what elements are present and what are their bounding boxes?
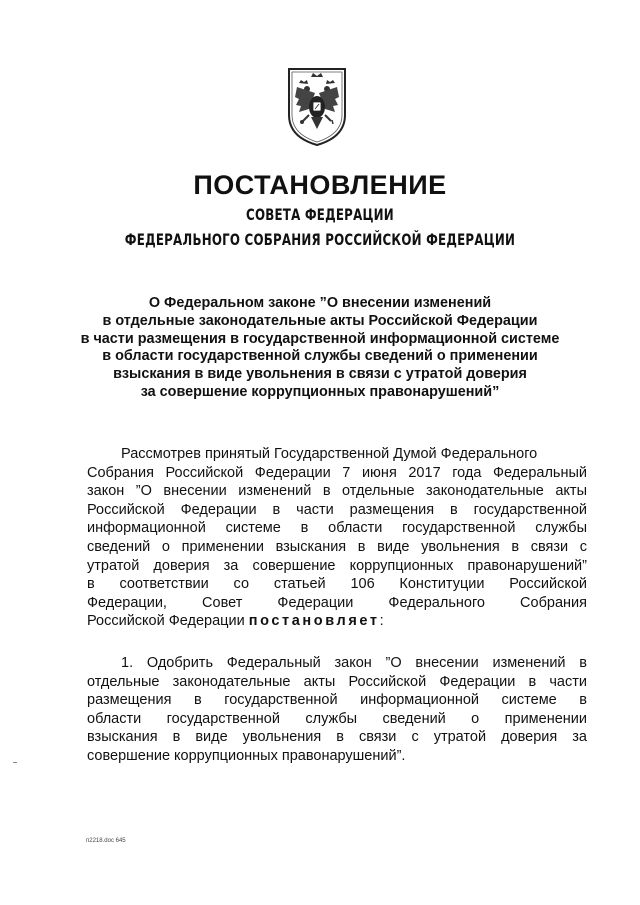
preamble-paragraph bbox=[87, 445, 587, 631]
issuing-body-line-2: ФЕДЕРАЛЬНОГО СОБРАНИЯ РОССИЙСКОЙ ФЕДЕРАЦИИ bbox=[124, 230, 516, 249]
document-subject bbox=[70, 295, 570, 402]
issuing-body-line-1: СОВЕТА ФЕДЕРАЦИИ bbox=[246, 205, 394, 224]
paragraph-line: сведений о применении взыскания в виде увольнения в связи с bbox=[87, 538, 587, 555]
russian-coat-of-arms-icon bbox=[275, 63, 359, 147]
paragraph-line-resolves bbox=[87, 612, 587, 631]
paragraph-line: отдельные законодательные акты Российской Федерации в части bbox=[87, 673, 587, 690]
subject-line: в части размещения в государственной информационной системе bbox=[80, 330, 560, 347]
paragraph-line: в соответствии со статьей 106 Конституции Российской bbox=[87, 576, 587, 593]
paragraph-line: Собрания Российской Федерации 7 июня 2017 года Федеральный bbox=[87, 464, 587, 481]
paragraph-line: размещения в государственной информационной системе в bbox=[87, 692, 587, 709]
paragraph-line: Федерации, Совет Федерации Федерального Собрания bbox=[87, 594, 587, 611]
resolves-colon: : bbox=[379, 613, 384, 630]
subject-line: в области государственной службы сведений о применении bbox=[102, 348, 538, 365]
resolution-item-1 bbox=[87, 654, 587, 766]
subject-line: О Федеральном законе ”О внесении изменений bbox=[148, 295, 492, 311]
paragraph-line: закон ”О внесении изменений в отдельные законодательные акты bbox=[87, 483, 587, 500]
paragraph-line: 1. Одобрить Федеральный закон ”О внесении изменений в bbox=[121, 655, 587, 671]
margin-mark bbox=[13, 762, 17, 763]
paragraph-line: информационной системе в области государственной службы bbox=[87, 520, 587, 537]
subject-line: в отдельные законодательные акты Российской Федерации bbox=[102, 312, 538, 329]
resolves-word: постановляет bbox=[248, 613, 380, 630]
subject-line: взыскания в виде увольнения в связи с утратой доверия bbox=[113, 366, 527, 383]
subject-line: за совершение коррупционных правонарушений” bbox=[140, 383, 500, 400]
paragraph-line: совершение коррупционных правонарушений”. bbox=[87, 747, 406, 764]
paragraph-line: Рассмотрев принятый Государственной Думой Федерального bbox=[121, 446, 538, 462]
paragraph-line: утратой доверия за совершение коррупционных правонарушений” bbox=[87, 557, 587, 574]
paragraph-line: области государственной службы сведений о применении bbox=[87, 710, 587, 727]
paragraph-line: Российской Федерации в части размещения в государственной bbox=[87, 501, 587, 518]
document-title: ПОСТАНОВЛЕНИЕ bbox=[193, 170, 447, 200]
file-reference: п2218.doc 645 bbox=[86, 838, 126, 844]
resolves-prefix: Российской Федерации bbox=[87, 613, 245, 630]
paragraph-line: взыскания в виде увольнения в связи с утратой доверия за bbox=[87, 729, 587, 746]
